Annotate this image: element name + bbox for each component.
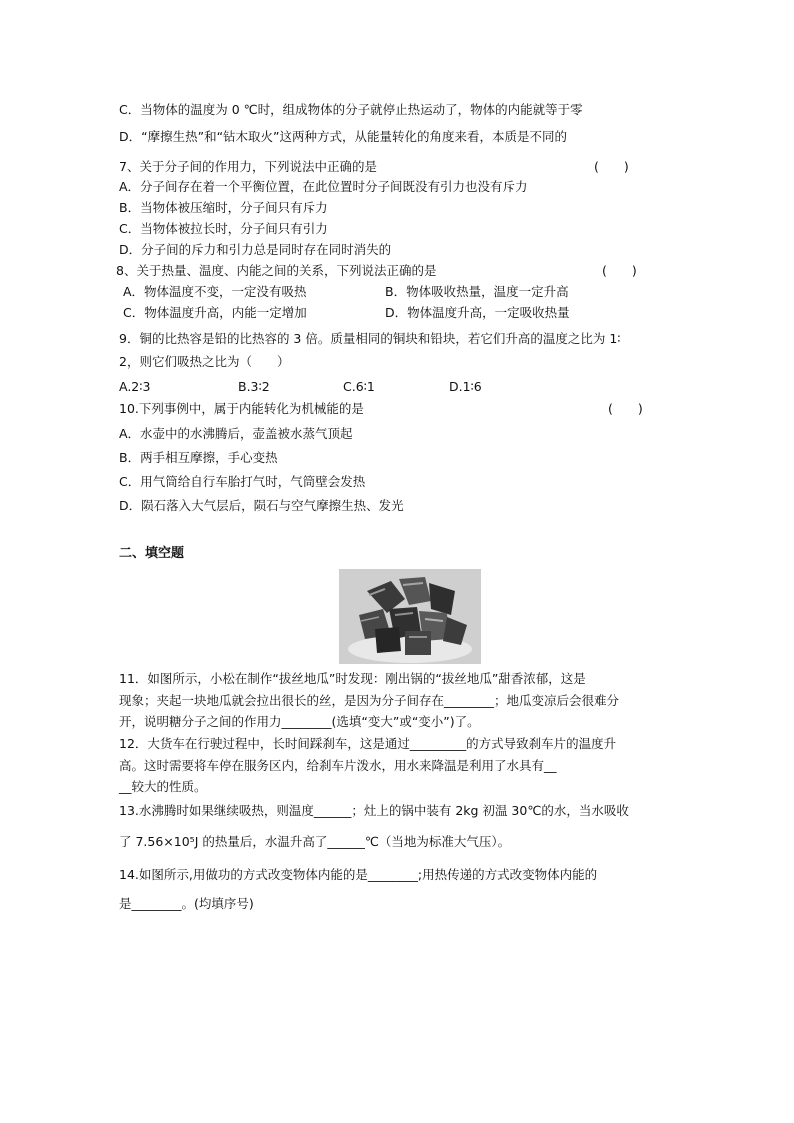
q8-option-c: C．物体温度升高，内能一定增加 (123, 305, 307, 320)
q10-stem: 10.下列事例中，属于内能转化为机械能的是 (119, 401, 364, 416)
q9-option-d: D.1∶6 (449, 379, 482, 394)
q11-line2: 现象；夹起一块地瓜就会拉出很长的丝，是因为分子间存在________；地瓜变凉后会很难分 (119, 693, 620, 708)
q7-stem: 7、关于分子间的作用力，下列说法中正确的是 (119, 159, 377, 174)
q9-stem-line2: 2，则它们吸热之比为（ ） (119, 354, 290, 369)
q6-option-d: D．“摩擦生热”和“钻木取火”这两种方式，从能量转化的角度来看，本质是不同的 (119, 129, 568, 144)
q13-line2: 了 7.56×10⁵J 的热量后，水温升高了______℃（当地为标准大气压）。 (119, 834, 511, 849)
q9-option-a: A.2∶3 (119, 379, 151, 394)
sweet-potato-photo (339, 569, 481, 664)
q12-line1: 12．大货车在行驶过程中，长时间踩刹车，这是通过_________的方式导致刹车片的温度升 (119, 736, 617, 751)
q7-option-d: D．分子间的斥力和引力总是同时存在同时消失的 (119, 242, 392, 257)
q11-line1: 11．如图所示，小松在制作“拔丝地瓜”时发现：刚出锅的“拔丝地瓜”甜香浓郁，这是 (119, 671, 586, 686)
q11-line3: 开，说明糖分子之间的作用力________(选填“变大”或“变小”)了。 (119, 714, 480, 729)
q12-line2: 高。这时需要将车停在服务区内，给刹车片泼水，用水来降温是利用了水具有__ (119, 758, 557, 773)
q12-line3: __较大的性质。 (119, 779, 207, 794)
q10-option-b: B．两手相互摩擦，手心变热 (119, 450, 278, 465)
q8-option-d: D．物体温度升高，一定吸收热量 (385, 305, 570, 320)
q14-line1: 14.如图所示,用做功的方式改变物体内能的是________;用热传递的方式改变物体内能的 (119, 867, 598, 882)
q7-option-c: C．当物体被拉长时，分子间只有引力 (119, 221, 328, 236)
q10-option-c: C．用气筒给自行车胎打气时，气筒壁会发热 (119, 474, 366, 489)
q9-option-c: C.6∶1 (343, 379, 375, 394)
q6-option-c: C．当物体的温度为 0 ℃时，组成物体的分子就停止热运动了，物体的内能就等于零 (119, 102, 583, 117)
q8-option-b: B．物体吸收热量，温度一定升高 (385, 284, 569, 299)
q7-option-b: B．当物体被压缩时，分子间只有斥力 (119, 200, 328, 215)
q7-option-a: A．分子间存在着一个平衡位置，在此位置时分子间既没有引力也没有斥力 (119, 179, 528, 194)
q8-stem: 8、关于热量、温度、内能之间的关系，下列说法正确的是 (116, 263, 437, 278)
q8-option-a: A．物体温度不变，一定没有吸热 (123, 284, 307, 299)
q8-answer-paren: ( ) (602, 263, 637, 278)
q10-option-d: D．陨石落入大气层后，陨石与空气摩擦生热、发光 (119, 498, 404, 513)
section-title-fill-in: 二、填空题 (119, 546, 185, 561)
q14-line2: 是________。(均填序号) (119, 896, 254, 911)
q9-stem-line1: 9．铜的比热容是铅的比热容的 3 倍。质量相同的铜块和铅块，若它们升高的温度之比为 1∶ (119, 331, 621, 346)
q9-option-b: B.3∶2 (238, 379, 270, 394)
q10-option-a: A．水壶中的水沸腾后，壶盖被水蒸气顶起 (119, 426, 353, 441)
q10-answer-paren: ( ) (608, 401, 643, 416)
q13-line1: 13.水沸腾时如果继续吸热，则温度______；灶上的锅中装有 2kg 初温 30℃的水，当水吸收 (119, 803, 629, 818)
q7-answer-paren: ( ) (594, 159, 629, 174)
